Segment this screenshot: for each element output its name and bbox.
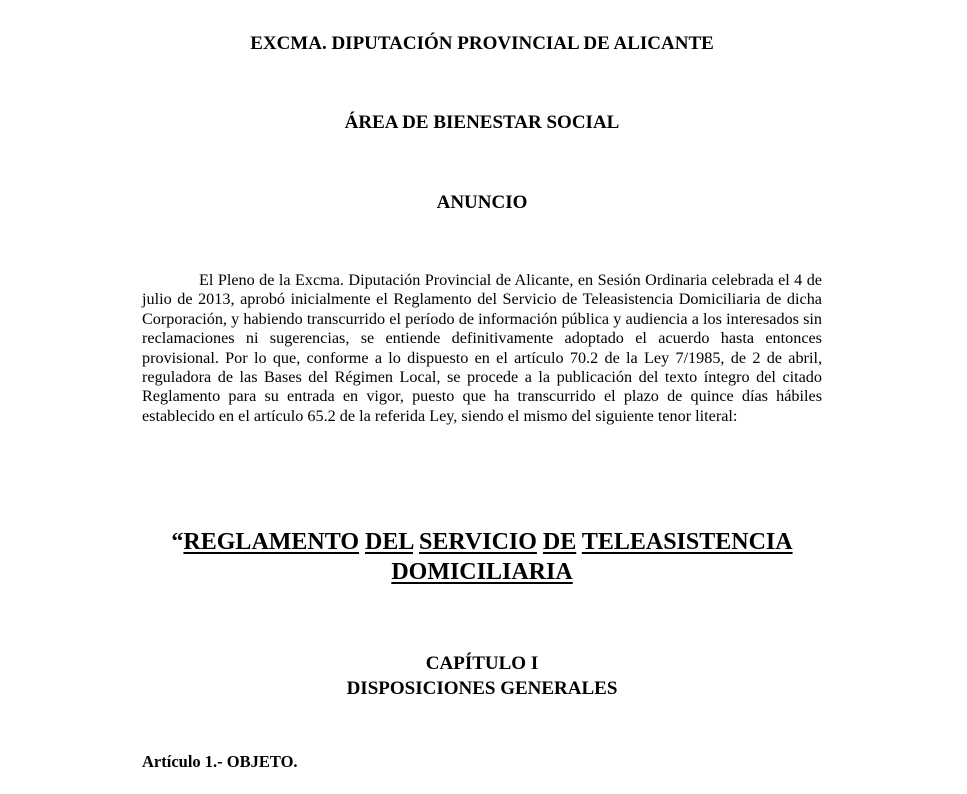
title-word: DE [542,529,577,555]
title-word: REGLAMENTO [183,529,360,555]
chapter-title: DISPOSICIONES GENERALES [346,678,618,699]
title-word: DOMICILIARIA [391,559,573,585]
title-word: DEL [365,529,414,555]
regulation-title [142,527,822,587]
open-quote: “ [171,529,184,555]
organization-heading: EXCMA. DIPUTACIÓN PROVINCIAL DE ALICANTE [250,33,714,54]
article-heading: Artículo 1.- OBJETO. [142,752,298,771]
chapter-number: CAPÍTULO I [425,653,539,674]
title-word: TELEASISTENCIA [581,529,793,555]
intro-paragraph: El Pleno de la Excma. Diputación Provincial de Alicante, en Sesión Ordinaria celebrada el 4 de julio de 2013, aprobó inicialmente el Reglamento del Servicio de Teleasistencia Domiciliaria de dicha Corporación, y habiendo transcurrido el período de información pública y audiencia a los interesados sin reclamaciones ni sugerencias, se entiende definitivamente adoptado el acuerdo hasta entonces provisional. Por lo que, conforme a lo dispuesto en el artículo 70.2 de la Ley 7/1985, de 2 de abril, reguladora de las Bases del Régimen Local, se procede a la publicación del texto íntegro del citado Reglamento para su entrada en vigor, puesto que ha transcurrido el plazo de quince días hábiles establecido en el artículo 65.2 de la referida Ley, siendo el mismo del siguiente tenor literal: [142,271,822,425]
chapter-heading [142,651,822,701]
title-word: SERVICIO [419,529,537,555]
area-heading: ÁREA DE BIENESTAR SOCIAL [344,112,620,133]
notice-heading: ANUNCIO [436,192,528,213]
